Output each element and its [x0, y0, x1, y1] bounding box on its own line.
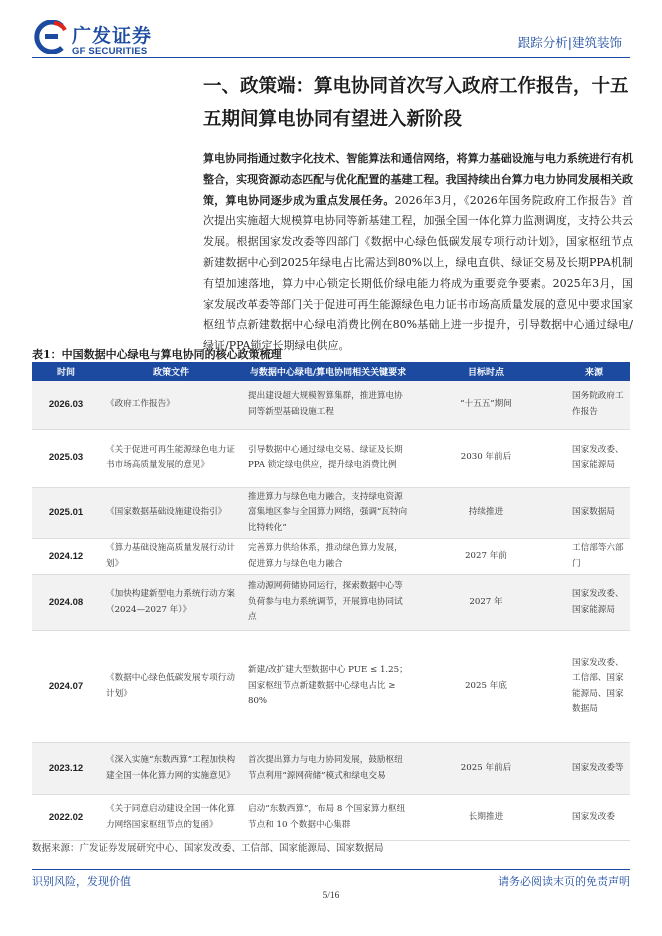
footer-slogan: 识别风险，发现价值	[32, 875, 131, 888]
report-category-tag: 跟踪分析|建筑装饰	[517, 35, 622, 50]
cell-source: 工信部等六部门	[558, 539, 630, 575]
cell-key-requirement: 启动“东数西算”，布局 8 个国家算力枢纽节点和 10 个数据中心集群	[242, 795, 414, 841]
header-divider	[32, 57, 630, 58]
cell-source: 国家发改委	[558, 795, 630, 841]
table-row	[32, 743, 630, 795]
company-logo	[32, 20, 192, 60]
cell-time: 2022.02	[32, 795, 100, 841]
cell-target-time: “十五五”期间	[414, 381, 558, 429]
cell-source: 国家发改委等	[558, 743, 630, 795]
cell-key-requirement: 提出建设超大规模智算集群，推进算电协同等新型基础设施工程	[242, 381, 414, 429]
header-key-requirements: 与数据中心绿电/算电协同相关关键要求	[242, 362, 414, 381]
body-bold-lead: 算电协同指通过数字化技术、智能算法和通信网络，将算力基础设施与电力系统进行有机整合，实现资源动态匹配与优化配置的基建工程。我国持续出台算力电力协同发展相关政策，算电协同逐步成为重点发展任务。	[203, 152, 633, 207]
cell-policy-document: 《算力基础设施高质量发展行动计划》	[100, 539, 242, 575]
cell-policy-document: 《加快构建新型电力系统行动方案（2024—2027 年）》	[100, 575, 242, 631]
cell-source: 国家数据局	[558, 487, 630, 539]
cell-time: 2026.03	[32, 381, 100, 429]
header-target-time: 目标时点	[414, 362, 558, 381]
cell-time: 2023.12	[32, 743, 100, 795]
cell-time: 2024.07	[32, 631, 100, 743]
cell-target-time: 2030 年前后	[414, 429, 558, 487]
cell-target-time: 长期推进	[414, 795, 558, 841]
cell-time: 2024.08	[32, 575, 100, 631]
cell-policy-document: 《关于促进可再生能源绿色电力证书市场高质量发展的意见》	[100, 429, 242, 487]
section-title: 一、政策端：算电协同首次写入政府工作报告，十五五期间算电协同有望进入新阶段	[203, 76, 629, 130]
footer-disclaimer-note: 请务必阅读末页的免责声明	[498, 875, 630, 888]
cell-policy-document: 《关于同意启动建设全国一体化算力网络国家枢纽节点的复函》	[100, 795, 242, 841]
page-number: 5/16	[322, 891, 340, 901]
table-header-row	[32, 362, 630, 381]
cell-policy-document: 《国家数据基础设施建设指引》	[100, 487, 242, 539]
table-row	[32, 539, 630, 575]
cell-policy-document: 《数据中心绿色低碳发展专项行动计划》	[100, 631, 242, 743]
header-policy-document: 政策文件	[100, 362, 242, 381]
header-time: 时间	[32, 362, 100, 381]
cell-policy-document: 《深入实施“东数西算”工程加快构建全国一体化算力网的实施意见》	[100, 743, 242, 795]
cell-policy-document: 《政府工作报告》	[100, 381, 242, 429]
cell-key-requirement: 引导数据中心通过绿电交易、绿证及长期 PPA 锁定绿电供应，提升绿电消费比例	[242, 429, 414, 487]
logo-chinese-name: 广发证券	[72, 25, 153, 47]
cell-time: 2025.03	[32, 429, 100, 487]
body-paragraph	[203, 149, 633, 357]
cell-source: 国务院政府工作报告	[558, 381, 630, 429]
cell-target-time: 持续推进	[414, 487, 558, 539]
gf-logo-icon	[32, 20, 68, 54]
cell-key-requirement: 新建/改扩建大型数据中心 PUE ≤ 1.25；国家枢纽节点新建数据中心绿电占比 ≥ 80%	[242, 631, 414, 743]
cell-target-time: 2025 年底	[414, 631, 558, 743]
header-source: 来源	[558, 362, 630, 381]
cell-target-time: 2025 年前后	[414, 743, 558, 795]
data-source-note: 数据来源：广发证券发展研究中心、国家发改委、工信部、国家能源局、国家数据局	[32, 843, 384, 854]
table-row	[32, 795, 630, 841]
table-row	[32, 487, 630, 539]
table-row	[32, 429, 630, 487]
cell-time: 2025.01	[32, 487, 100, 539]
table-row	[32, 631, 630, 743]
cell-key-requirement: 推进算力与绿色电力融合，支持绿电资源富集地区参与全国算力网络，强调“瓦特向比特转化”	[242, 487, 414, 539]
cell-target-time: 2027 年	[414, 575, 558, 631]
cell-key-requirement: 推动源网荷储协同运行，探索数据中心等负荷参与电力系统调节，开展算电协同试点	[242, 575, 414, 631]
cell-source: 国家发改委、国家能源局	[558, 429, 630, 487]
logo-english-name: GF SECURITIES	[72, 46, 148, 57]
cell-source: 国家发改委、工信部、国家能源局、国家数据局	[558, 631, 630, 743]
cell-key-requirement: 首次提出算力与电力协同发展，鼓励枢纽节点利用“源网荷储”模式和绿电交易	[242, 743, 414, 795]
policy-table	[32, 362, 630, 841]
cell-key-requirement: 完善算力供给体系，推动绿色算力发展，促进算力与绿色电力融合	[242, 539, 414, 575]
table-row	[32, 575, 630, 631]
table-caption: 表1：中国数据中心绿电与算电协同的核心政策梳理	[32, 348, 282, 361]
cell-time: 2024.12	[32, 539, 100, 575]
footer-divider	[32, 869, 630, 870]
cell-target-time: 2027 年前	[414, 539, 558, 575]
body-text: 2026年3月，《2026年国务院政府工作报告》首次提出实施超大规模算电协同等新基建工程，加强全国一体化算力监测调度，支持公共云发展。根据国家发改委等四部门《数据中心绿色低碳发展专项行动计划》，国家枢纽节点新建数据中心到2025年绿电占比需达到80%以上，绿电直供、绿证交易及长期PPA机制有望加速落地，算力中心锁定长期低价绿电能力将成为重要竞争要素。2025年3月，国家发展改革委等部门关于促进可再生能源绿色电力证书市场高质量发展的意见中要求国家枢纽节点新建数据中心绿电消费比例在80%基础上进一步提升，引导数据中心通过绿电/绿证/PPA锁定长期绿电供应。	[203, 193, 633, 353]
cell-source: 国家发改委、国家能源局	[558, 575, 630, 631]
table-row	[32, 381, 630, 429]
